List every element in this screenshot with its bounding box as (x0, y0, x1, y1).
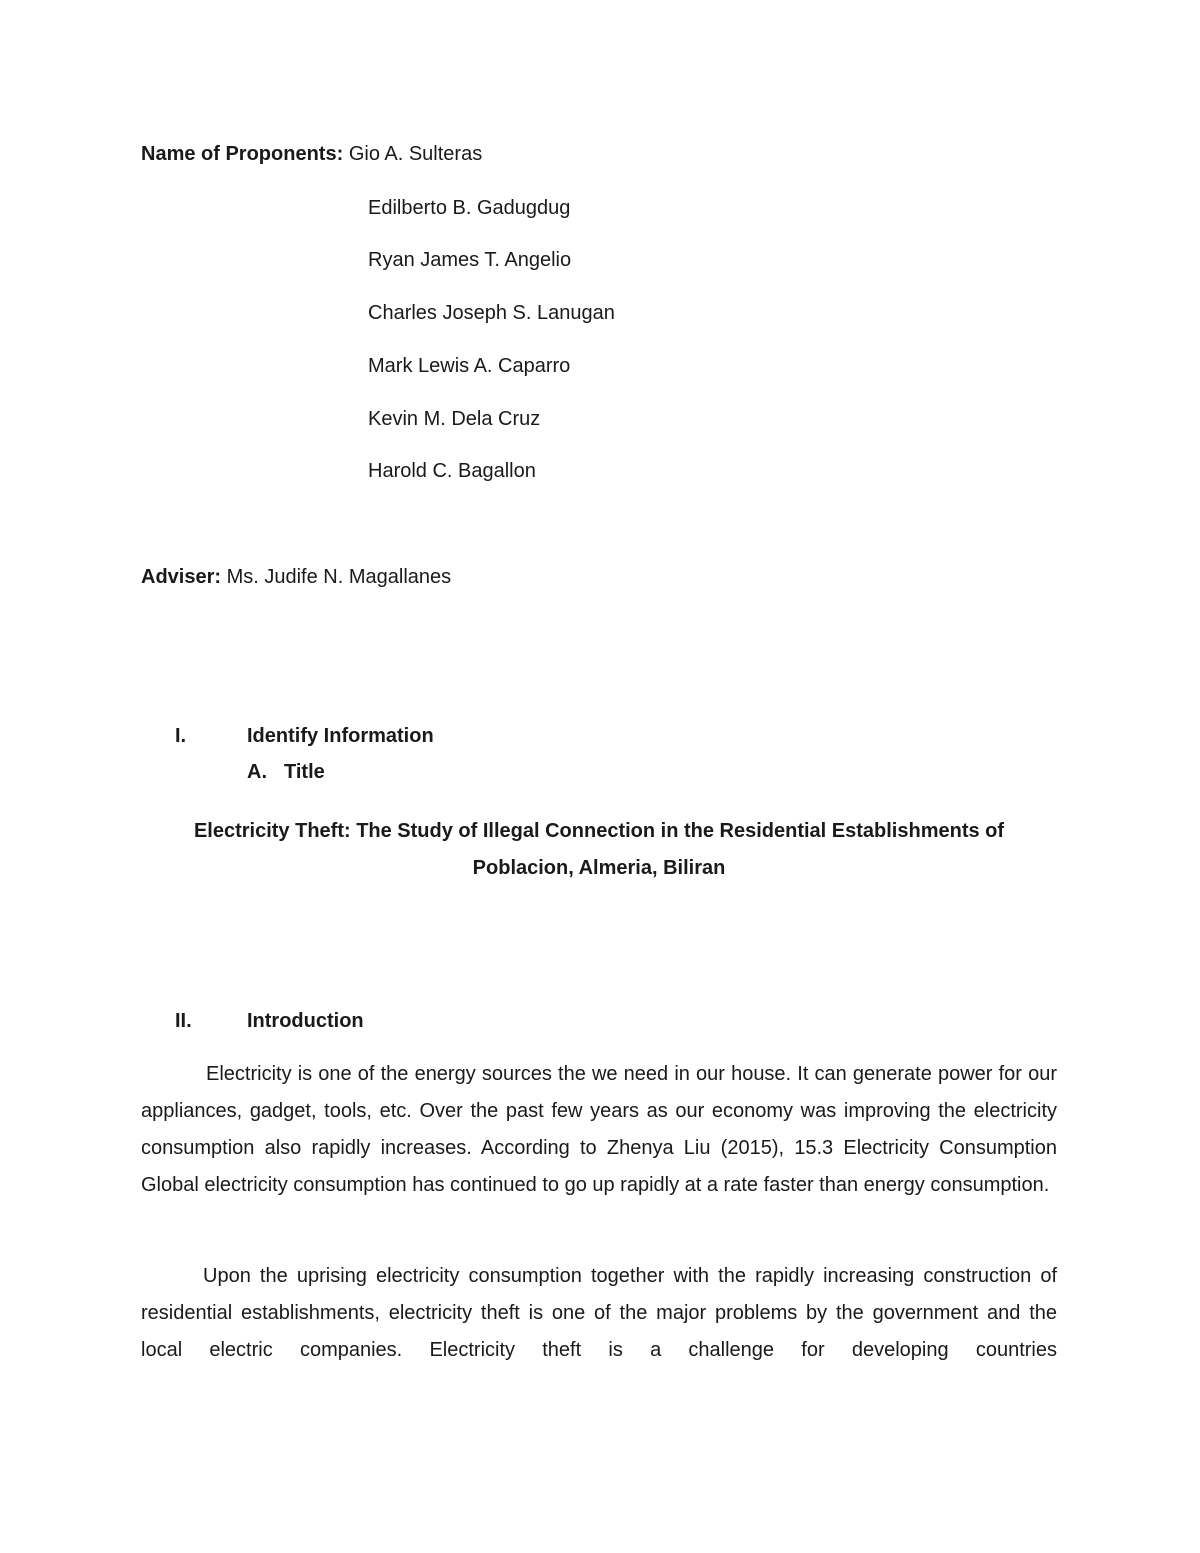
intro-paragraph-2: Upon the uprising electricity consumption together with the rapidly increasing construction of residential establishments, electricity theft is one of the major problems by the government and the local electric companies. Electricity theft is a challenge for developing countries (141, 1265, 1057, 1361)
subsection-a-heading: Title (284, 761, 325, 783)
adviser-name: Ms. Judife N. Magallanes (226, 566, 452, 588)
proponent-name-6: Kevin M. Dela Cruz (368, 408, 541, 430)
section-2-heading: Introduction (247, 1010, 364, 1032)
proponent-name-3: Ryan James T. Angelio (368, 249, 572, 271)
proponents-label: Name of Proponents: (141, 143, 344, 165)
research-title (141, 813, 1057, 887)
proponent-name-4: Charles Joseph S. Lanugan (368, 302, 615, 324)
proponents-line (141, 142, 482, 166)
research-title-line-2: Poblacion, Almeria, Biliran (472, 857, 726, 879)
adviser-label: Adviser: (141, 566, 222, 588)
proponent-name-2: Edilberto B. Gadugdug (368, 197, 571, 219)
research-title-line-1: Electricity Theft: The Study of Illegal Connection in the Residential Establishments of (193, 820, 1005, 842)
proponent-name-5: Mark Lewis A. Caparro (368, 355, 571, 377)
intro-paragraph-1: Electricity is one of the energy sources the we need in our house. It can generate power for our appliances, gadget, tools, etc. Over the past few years as our economy was improving the electricity consumption also rapidly increases. According to Zhenya Liu (2015), 15.3 Electricity Consumption Global electricity consumption has continued to go up rapidly at a rate faster than energy consumption. (141, 1063, 1057, 1196)
proponent-name-7: Harold C. Bagallon (368, 460, 536, 482)
adviser-line (141, 565, 451, 589)
section-2-number: II. (175, 1010, 192, 1032)
proponent-name-1: Gio A. Sulteras (348, 143, 483, 165)
subsection-a-letter: A. (247, 761, 267, 783)
section-1-heading: Identify Information (247, 725, 434, 747)
section-1-number: I. (175, 725, 187, 747)
